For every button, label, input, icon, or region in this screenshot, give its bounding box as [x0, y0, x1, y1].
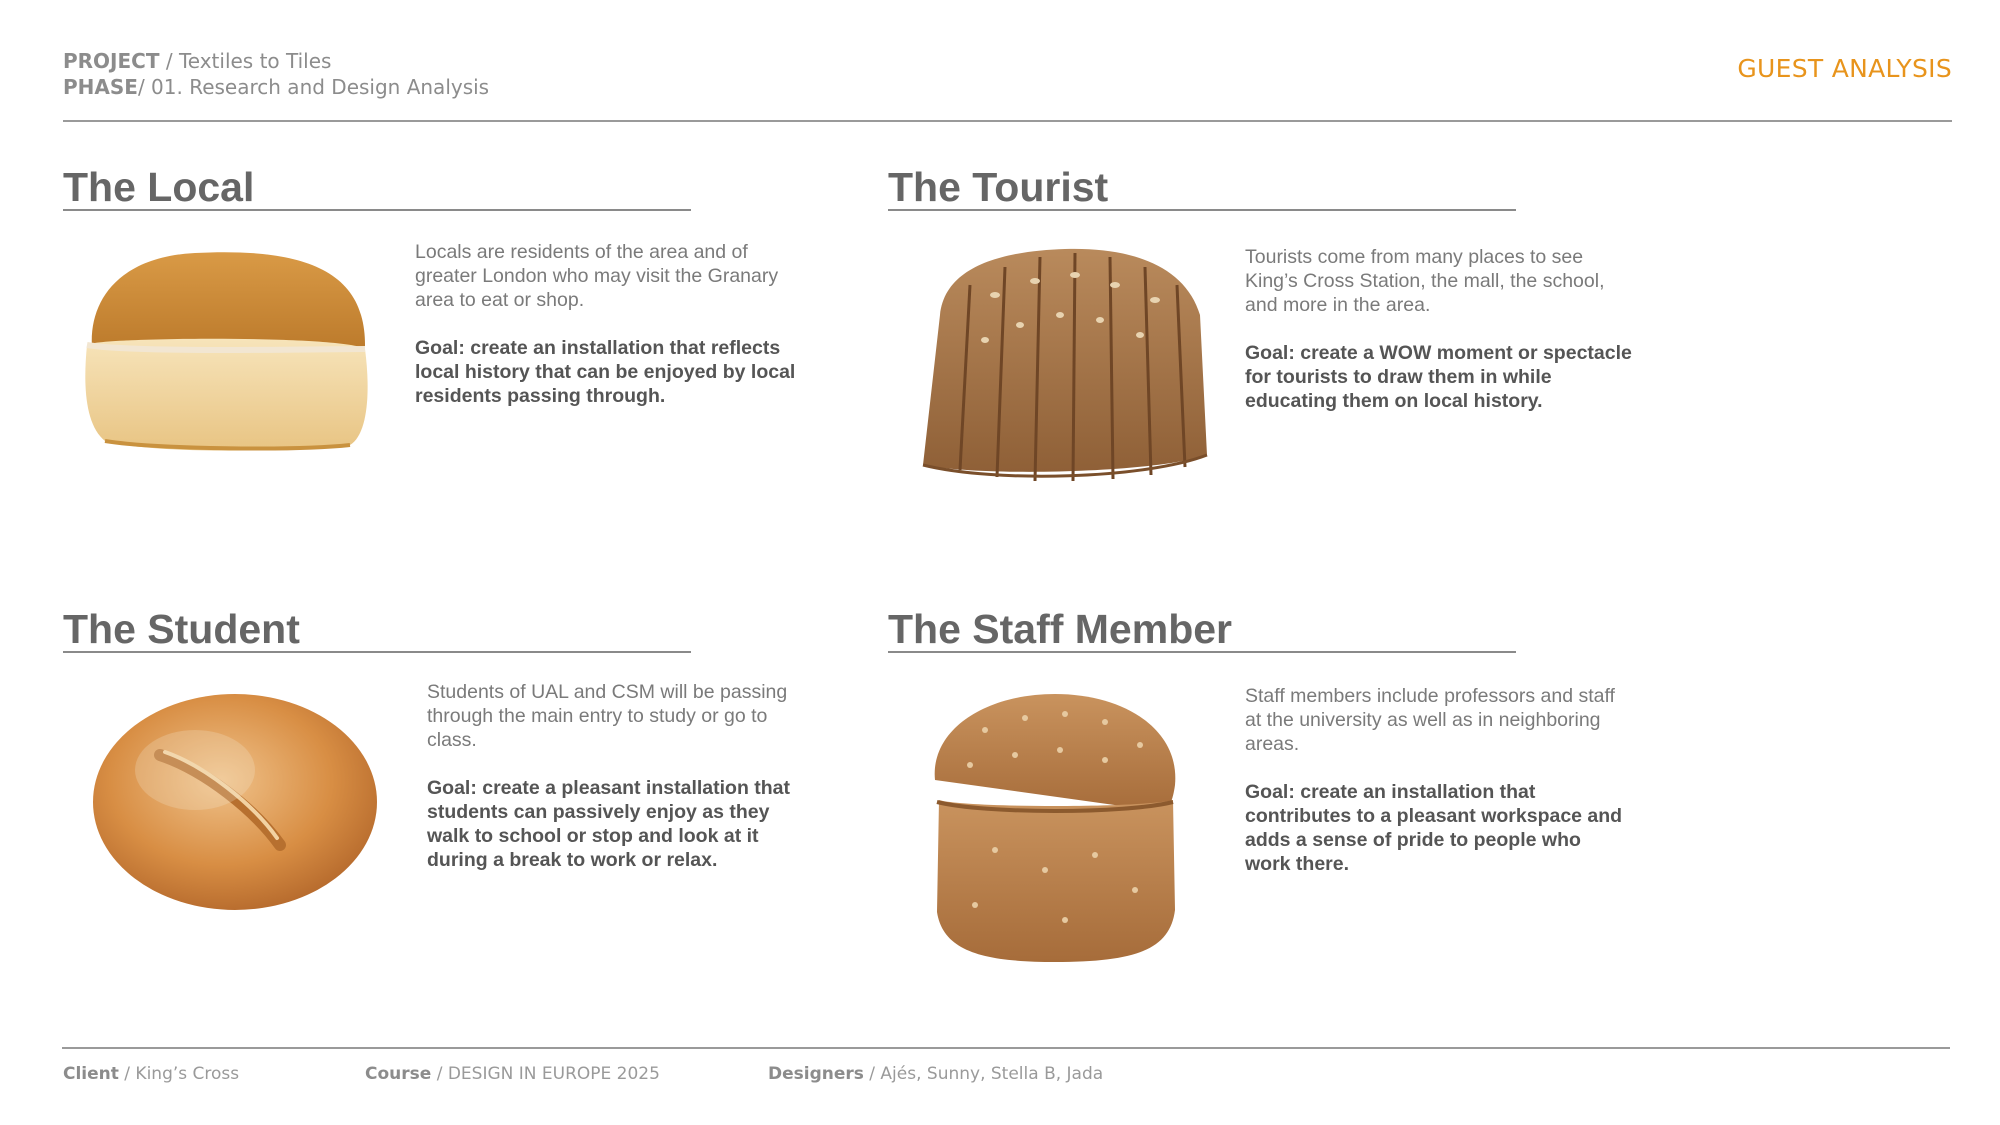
persona-title-local: The Local — [63, 164, 255, 210]
project-label: PROJECT — [63, 49, 160, 73]
client-value: / King’s Cross — [118, 1064, 240, 1084]
header-divider — [63, 120, 1952, 122]
goal-local: Goal: create an installation that reflects local history that can be enjoyed by local residents passing through. — [415, 337, 796, 407]
description-student: Students of UAL and CSM will be passing through the main entry to study or go to class. — [427, 681, 788, 751]
goal-student: Goal: create a pleasant installation that students can passively enjoy as they walk to school or stop and look at it during a break to work or relax. — [427, 777, 791, 871]
white-sandwich-loaf-icon — [75, 245, 375, 455]
phase-value: / 01. Research and Design Analysis — [137, 75, 490, 99]
round-scored-loaf-icon — [85, 680, 385, 920]
description-staff-member: Staff members include professors and staff at the university as well as in neighboring areas. — [1245, 685, 1615, 755]
title-underline-student — [63, 651, 691, 653]
goal-tourist: Goal: create a WOW moment or spectacle for tourists to draw them in while educating them on local history. — [1245, 342, 1632, 412]
footer-divider — [62, 1047, 1950, 1049]
course-value: / DESIGN IN EUROPE 2025 — [431, 1064, 660, 1084]
project-line — [63, 48, 489, 74]
title-underline-tourist — [888, 209, 1516, 211]
project-meta — [63, 48, 489, 100]
title-underline-local — [63, 209, 691, 211]
project-value: / Textiles to Tiles — [159, 49, 332, 73]
client-label: Client — [63, 1064, 119, 1084]
persona-title-student: The Student — [63, 606, 300, 652]
persona-title-staff-member: The Staff Member — [888, 606, 1232, 652]
footer-client — [63, 1064, 239, 1084]
footer-course — [365, 1064, 660, 1084]
footer-designers — [768, 1064, 1103, 1084]
phase-line — [63, 74, 489, 100]
seeded-wholegrain-loaf-icon — [925, 690, 1185, 965]
course-label: Course — [365, 1064, 432, 1084]
designers-value: / Ajés, Sunny, Stella B, Jada — [863, 1064, 1104, 1084]
sliced-multigrain-loaf-icon — [915, 245, 1215, 490]
persona-title-tourist: The Tourist — [888, 164, 1109, 210]
title-underline-staff-member — [888, 651, 1516, 653]
phase-label: PHASE — [63, 75, 138, 99]
goal-staff-member: Goal: create an installation that contributes to a pleasant workspace and adds a sense of pride to people who work there. — [1245, 781, 1623, 875]
description-tourist: Tourists come from many places to see King’s Cross Station, the mall, the school, and more in the area. — [1245, 246, 1605, 316]
section-label: GUEST ANALYSIS — [1737, 54, 1952, 83]
description-local: Locals are residents of the area and of greater London who may visit the Granary area to eat or shop. — [415, 241, 779, 311]
designers-label: Designers — [768, 1064, 864, 1084]
